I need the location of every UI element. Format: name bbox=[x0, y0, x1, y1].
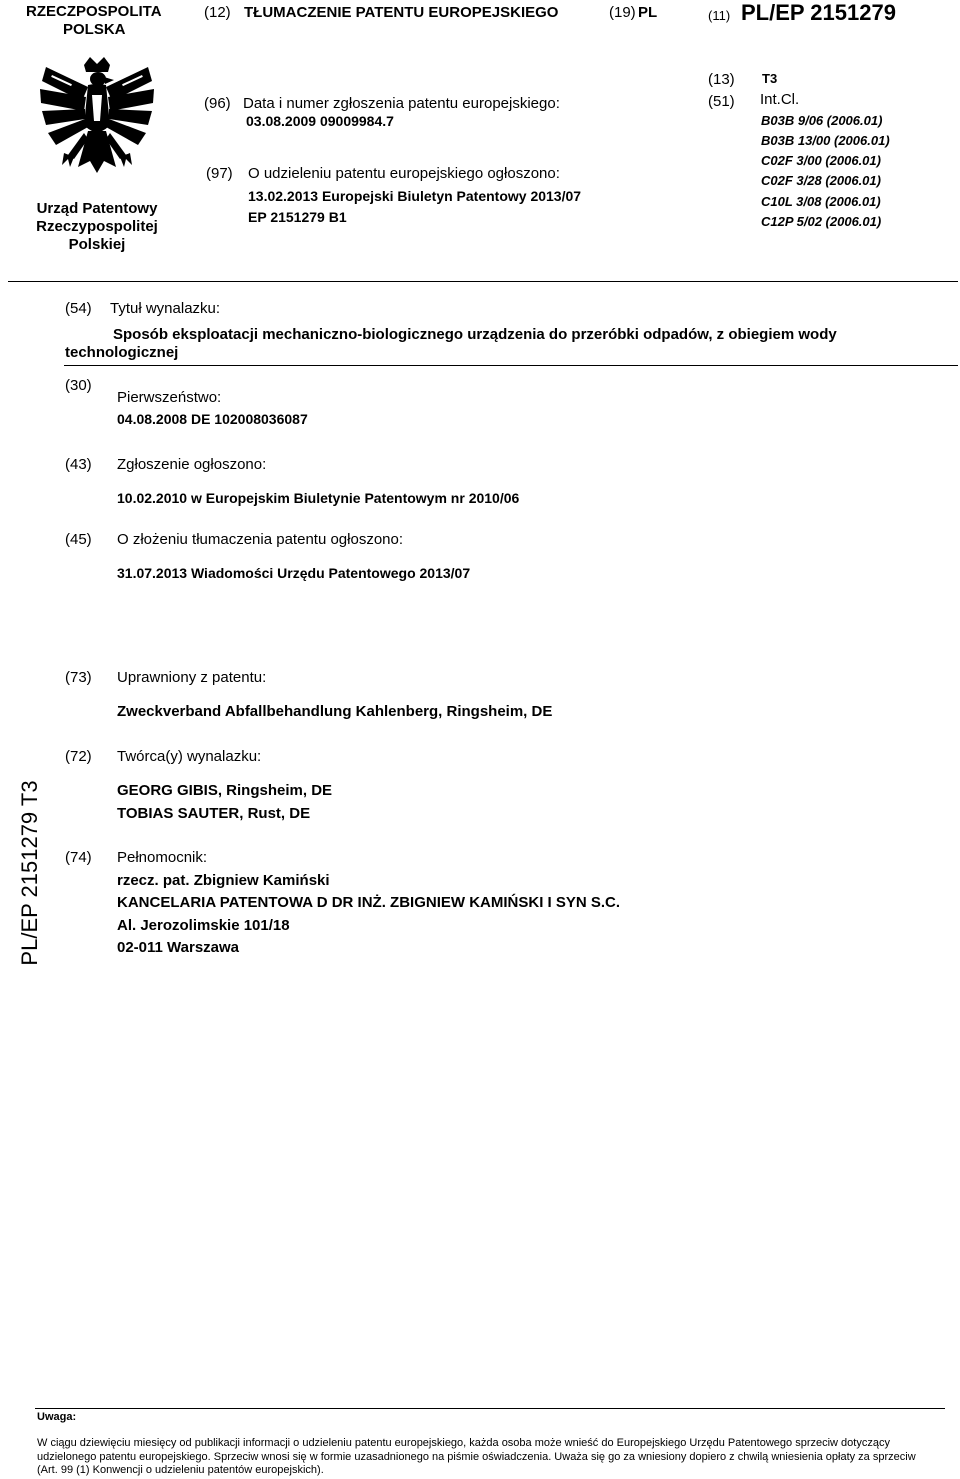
field-54-code: (54) bbox=[65, 300, 92, 317]
field-45-label: O złożeniu tłumaczenia patentu ogłoszono: bbox=[117, 531, 404, 548]
patent-number: PL/EP 2151279 bbox=[741, 0, 896, 25]
notice-divider bbox=[35, 1408, 945, 1409]
notice-text: W ciągu dziewięciu miesięcy od publikacji informacji o udzieleniu patentu europejskiego, każda osoba może wnieść do Europejskiego Urzędu Patentowego sprzeciw dotyczący udzielonego patentu europejskiego. Sprzeciw wnosi się w formie uzasadnionego na piśmie oświadczenia. Uważa się go za wniesiony dopiero z chwilą wniesienia opłaty za sprzeciw (Art. 99 (1) Konwencji o udzieleniu patentów europejskich). bbox=[37, 1437, 916, 1476]
country-code: PL bbox=[638, 4, 658, 21]
translation-published-value: 31.07.2013 Wiadomości Urzędu Patentowego 2013/07 bbox=[117, 565, 471, 581]
title-divider bbox=[64, 365, 958, 366]
polish-eagle-emblem-icon bbox=[38, 55, 156, 195]
application-published-value: 10.02.2010 w Europejskim Biuletynie Patentowym nr 2010/06 bbox=[117, 490, 520, 506]
field-43-label: Zgłoszenie ogłoszono: bbox=[117, 456, 267, 473]
ipc-class: C12P 5/02 (2006.01) bbox=[761, 214, 882, 229]
country-name-line1: RZECZPOSPOLITA bbox=[26, 3, 162, 20]
attorney-line: 02-011 Warszawa bbox=[117, 939, 240, 956]
invention-title-line1: Sposób eksploatacji mechaniczno-biologicznego urządzenia do przeróbki odpadów, z obiegiem wody bbox=[113, 326, 837, 343]
field-74-label: Pełnomocnik: bbox=[117, 849, 208, 866]
ipc-class: C02F 3/00 (2006.01) bbox=[761, 153, 881, 168]
office-name-line1: Urząd Patentowy bbox=[36, 200, 158, 217]
field-73-code: (73) bbox=[65, 669, 92, 686]
field-97-label: O udzieleniu patentu europejskiego ogłoszono: bbox=[248, 165, 560, 182]
field-30-code: (30) bbox=[65, 377, 92, 394]
attorney-line: Al. Jerozolimskie 101/18 bbox=[117, 917, 290, 934]
field-74-code: (74) bbox=[65, 849, 92, 866]
ipc-class: C02F 3/28 (2006.01) bbox=[761, 173, 881, 188]
field-72-code: (72) bbox=[65, 748, 92, 765]
header-divider bbox=[8, 281, 958, 282]
field-97-publication: EP 2151279 B1 bbox=[248, 209, 347, 225]
inventor: TOBIAS SAUTER, Rust, DE bbox=[117, 805, 311, 822]
field-73-label: Uprawniony z patentu: bbox=[117, 669, 267, 686]
field-12-code: (12) bbox=[204, 4, 231, 21]
field-19-code: (19) bbox=[609, 4, 636, 21]
field-30-label: Pierwszeństwo: bbox=[117, 389, 222, 406]
field-43-code: (43) bbox=[65, 456, 92, 473]
ipc-class: B03B 9/06 (2006.01) bbox=[761, 113, 883, 128]
office-name-line2: Rzeczypospolitej bbox=[36, 218, 158, 235]
ipc-class: B03B 13/00 (2006.01) bbox=[761, 133, 890, 148]
attorney-line: rzecz. pat. Zbigniew Kamiński bbox=[117, 872, 330, 889]
field-11-code: (11) bbox=[708, 8, 731, 23]
country-name-line2: POLSKA bbox=[63, 21, 126, 38]
document-type-title: TŁUMACZENIE PATENTU EUROPEJSKIEGO bbox=[244, 4, 559, 21]
kind-code: T3 bbox=[762, 71, 778, 86]
office-name-line3: Polskiej bbox=[68, 236, 126, 253]
field-96-label: Data i numer zgłoszenia patentu europejskiego: bbox=[243, 95, 560, 112]
field-72-label: Twórca(y) wynalazku: bbox=[117, 748, 262, 765]
side-patent-label-text: PL/EP 2151279 T3 bbox=[17, 779, 42, 966]
field-96-code: (96) bbox=[204, 95, 231, 112]
field-51-code: (51) bbox=[708, 93, 735, 110]
field-97-code: (97) bbox=[206, 165, 233, 182]
field-13-code: (13) bbox=[708, 71, 735, 88]
invention-title-line2: technologicznej bbox=[65, 344, 179, 361]
field-97-bulletin: 13.02.2013 Europejski Biuletyn Patentowy 2013/07 bbox=[248, 188, 582, 204]
inventor: GEORG GIBIS, Ringsheim, DE bbox=[117, 782, 333, 799]
priority-value: 04.08.2008 DE 102008036087 bbox=[117, 411, 308, 427]
patent-holder-value: Zweckverband Abfallbehandlung Kahlenberg, Ringsheim, DE bbox=[117, 703, 553, 720]
notice-label: Uwaga: bbox=[37, 1411, 77, 1423]
side-patent-label bbox=[8, 775, 52, 970]
field-51-label: Int.Cl. bbox=[760, 91, 800, 108]
field-45-code: (45) bbox=[65, 531, 92, 548]
field-54-label: Tytuł wynalazku: bbox=[110, 300, 221, 317]
field-96-value: 03.08.2009 09009984.7 bbox=[246, 113, 394, 129]
attorney-line: KANCELARIA PATENTOWA D DR INŻ. ZBIGNIEW KAMIŃSKI I SYN S.C. bbox=[117, 894, 621, 911]
ipc-class: C10L 3/08 (2006.01) bbox=[761, 194, 881, 209]
